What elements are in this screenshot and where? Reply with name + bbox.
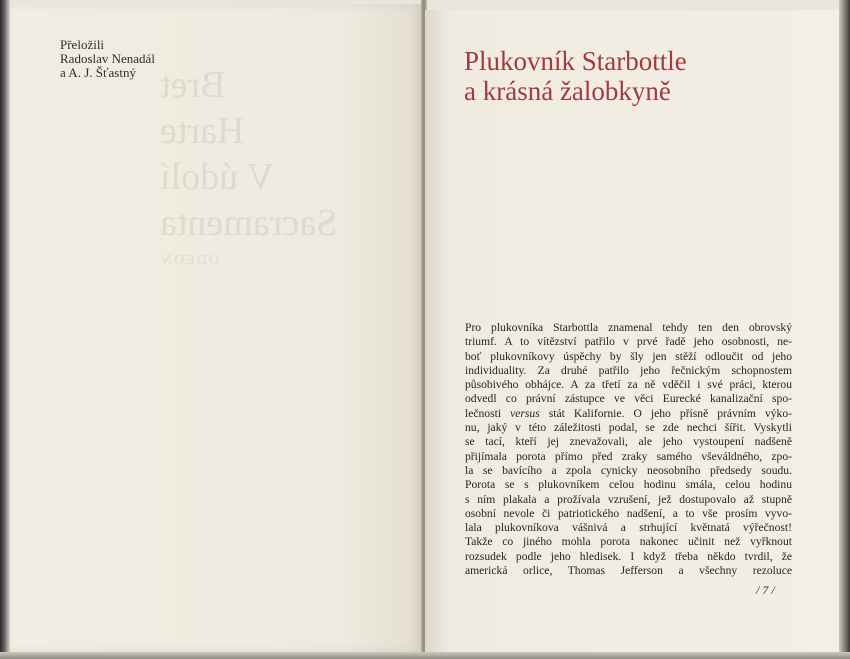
body-text-line: přijímala porota přímo před zraky samého vševáldného, zpo- [465, 449, 792, 463]
show-through-text: Bret Harte V údolí Sacramenta ODEON [160, 64, 338, 268]
book-edge-right [839, 0, 850, 659]
body-text-line: odvedl co právní zástupce ve věci Eurecké kanalizační spo- [465, 392, 792, 406]
body-text-line: lala plukovníkova vášnivá a strhující květnatá výřečnost! [465, 521, 792, 535]
translator-credits [60, 38, 155, 80]
book-edge-bottom [0, 652, 850, 659]
body-text-line: Takže co jiného mohla porota nakonec učinit než vyřknout [465, 535, 792, 549]
body-text-line: Pro plukovníka Starbottla znamenal tehdy ten den obrovský [465, 321, 792, 334]
body-text-line: působivého obhájce. A za třetí za ně vděčil i své práci, kterou [465, 378, 792, 392]
left-page [10, 4, 423, 652]
body-text-line: americká orlice, Thomas Jefferson a všechny rezoluce [465, 564, 792, 578]
chapter-body-text [465, 321, 792, 578]
chapter-title-line: a krásná žalobkyně [464, 76, 671, 106]
body-text-line: rozsudek podle jeho hledisek. I když třeba někdo tvrdil, že [465, 549, 792, 563]
chapter-title [464, 46, 824, 106]
body-text-line: individuality. Za druhé patřilo jeho řečnickým schopnostem [465, 363, 792, 377]
body-text-line: s ním plakala a prožívala vzrušení, jež dostupovalo až stupně [465, 492, 792, 506]
body-text-line: osobní nevole či patriotického nadšení, a to vše prosím vyvo- [465, 506, 792, 520]
body-text-line: boť plukovníkovy úspěchy by šly jen stěží odloučit od jeho [465, 349, 792, 363]
body-text-line: lečnosti versus stát Kalifornie. O jeho přísně právním výko- [465, 406, 792, 420]
book-edge-left [0, 0, 10, 659]
body-text-line: la se bavícího a zpola cynicky neosobního předsedy soudu. [465, 463, 792, 477]
translator-line: a A. J. Šťastný [60, 65, 136, 80]
body-text-line: Porota se s plukovníkem celou hodinu smála, celou hodinu [465, 478, 792, 492]
page-number: / 7 / [756, 583, 775, 597]
translator-line: Radoslav Nenadál [60, 51, 155, 66]
translator-line: Přeložili [60, 37, 105, 52]
body-text-line: triumf. A to vítězství patřilo v prvé řadě jeho osobnosti, ne- [465, 335, 792, 349]
body-text-line: nu, jaký v této záležitosti podal, se zde nechci šířit. Vyskytli [465, 421, 792, 435]
body-text-line: se tací, kteří jej znevažovali, ale jeho vystoupení nadšeně [465, 435, 792, 449]
chapter-title-line: Plukovník Starbottle [464, 46, 687, 76]
